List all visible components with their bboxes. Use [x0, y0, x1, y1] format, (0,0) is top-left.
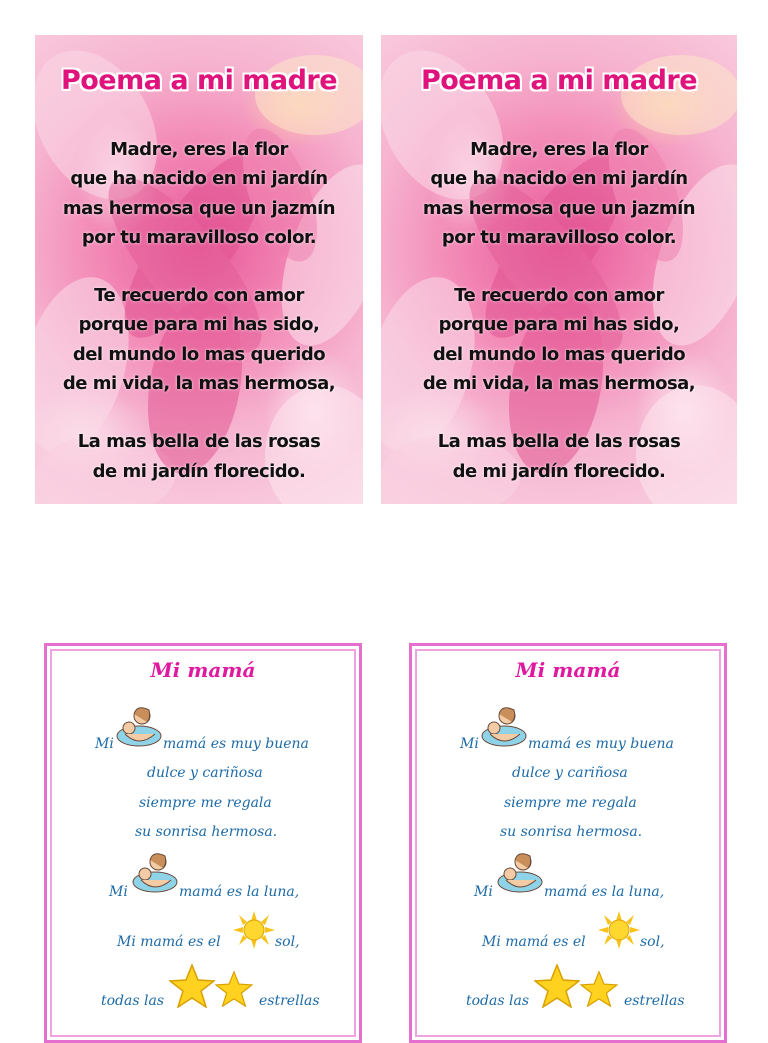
mama-title: Mi mamá: [150, 658, 256, 682]
mama-line: Mi: [474, 884, 493, 900]
mama-line: su sonrisa hermosa.: [500, 824, 643, 840]
poem-line: Te recuerdo con amor: [454, 285, 664, 307]
poem-line: La mas bella de las rosas: [77, 431, 321, 453]
star-icon: [215, 971, 253, 1007]
mama-line: todas las: [101, 993, 165, 1009]
poem-title: Poema a mi madre: [60, 65, 338, 96]
poem-line: de mi vida, la mas hermosa,: [422, 373, 696, 395]
star-icon: [580, 971, 618, 1007]
mother-hug-icon: [131, 850, 179, 894]
poem-line: mas hermosa que un jazmín: [62, 197, 336, 219]
mama-line: estrellas: [624, 993, 685, 1009]
mother-hug-icon: [480, 704, 528, 748]
mama-line: siempre me regala: [504, 795, 637, 811]
star-icon: [534, 964, 580, 1008]
poem-line: de mi jardín florecido.: [92, 460, 306, 482]
poem-body: [35, 135, 363, 486]
poem-line: por tu maravilloso color.: [441, 226, 677, 248]
mama-line: su sonrisa hermosa.: [135, 824, 278, 840]
mama-line: dulce y cariñosa: [512, 765, 628, 781]
poem-line: que ha nacido en mi jardín: [430, 168, 688, 190]
mama-line: Mi mamá es el: [482, 934, 586, 950]
mama-line: mamá es muy buena: [528, 736, 674, 752]
sun-icon: [233, 911, 275, 949]
poem-line: Madre, eres la flor: [470, 139, 648, 160]
mama-line: sol,: [640, 934, 665, 950]
mama-line: mamá es la luna,: [544, 884, 665, 900]
mama-line: todas las: [466, 993, 530, 1009]
poem-line: de mi vida, la mas hermosa,: [62, 373, 336, 395]
mama-line: dulce y cariñosa: [147, 765, 263, 781]
mama-card-left: [44, 643, 362, 1043]
poem-line: del mundo lo mas querido: [72, 343, 326, 365]
poem-line: porque para mi has sido,: [438, 314, 680, 336]
poem-title: Poema a mi madre: [420, 65, 698, 96]
poem-line: Madre, eres la flor: [110, 139, 288, 160]
mama-line: Mi: [109, 884, 128, 900]
poem-line: por tu maravilloso color.: [81, 226, 317, 248]
poem-line: porque para mi has sido,: [78, 314, 320, 336]
mama-line: siempre me regala: [139, 795, 272, 811]
mama-line: Mi: [460, 736, 479, 752]
poem-line: Te recuerdo con amor: [94, 285, 304, 307]
mother-hug-icon: [496, 850, 544, 894]
mama-line: mamá es muy buena: [163, 736, 309, 752]
sun-icon: [598, 911, 640, 949]
poem-line: que ha nacido en mi jardín: [70, 168, 328, 190]
mother-hug-icon: [115, 704, 163, 748]
poem-line: del mundo lo mas querido: [432, 343, 686, 365]
poem-body: [381, 135, 737, 486]
poem-line: mas hermosa que un jazmín: [422, 197, 696, 219]
mama-title: Mi mamá: [515, 658, 621, 682]
poem-line: de mi jardín florecido.: [452, 460, 666, 482]
mama-card-right: [409, 643, 727, 1043]
star-icon: [169, 964, 215, 1008]
mama-line: Mi: [95, 736, 114, 752]
poem-card-left: [35, 35, 363, 504]
mama-line: mamá es la luna,: [179, 884, 300, 900]
mama-line: sol,: [275, 934, 300, 950]
poem-line: La mas bella de las rosas: [437, 431, 681, 453]
mama-line: Mi mamá es el: [117, 934, 221, 950]
poem-card-right: [381, 35, 737, 504]
mama-line: estrellas: [259, 993, 320, 1009]
